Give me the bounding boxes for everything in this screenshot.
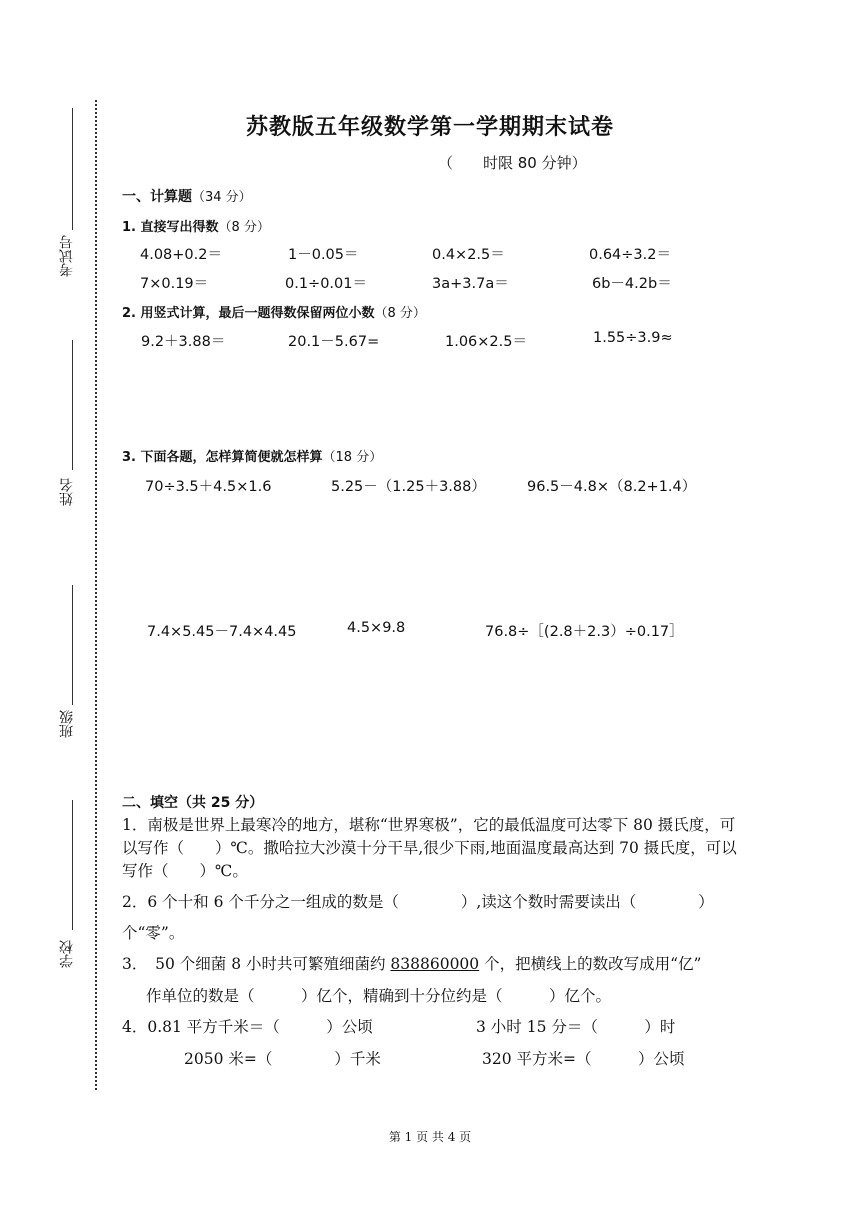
q1-item: 3a+3.7a＝	[432, 276, 509, 292]
side-label-name: 姓名	[59, 478, 75, 506]
time-limit: （ 时限 80 分钟）	[438, 154, 587, 172]
fill-q2: 2．6 个十和 6 个千分之一组成的数是（ ）,读这个数时需要读出（ ）个“零”。	[122, 893, 714, 942]
section1-score: （34 分）	[192, 190, 252, 205]
q2-score: （8 分）	[374, 306, 426, 321]
q3-item: 5.25－（1.25＋3.88）	[331, 479, 486, 495]
section2-heading	[122, 792, 263, 812]
fill-q3-underlined-number: 838860000	[390, 955, 480, 973]
q3-title: 3. 下面各题，怎样算简便就怎样算	[122, 450, 323, 465]
q1-heading	[122, 216, 270, 235]
side-label-class: 班级	[59, 710, 75, 738]
q2-item: 9.2＋3.88＝	[141, 334, 226, 350]
side-label-school: 学校	[59, 940, 75, 968]
school-blank	[72, 800, 73, 930]
fill-q4-d: 320 平方米=（ ）公顷	[482, 1050, 685, 1068]
fill-q4-b: 3 小时 15 分＝（ ）时	[476, 1018, 676, 1036]
side-label-exam-number: 考试号	[59, 235, 75, 277]
q3-item: 70÷3.5＋4.5×1.6	[145, 479, 272, 495]
q3-score: （18 分）	[322, 450, 383, 465]
q1-score: （8 分）	[218, 220, 270, 235]
q1-item: 4.08+0.2＝	[140, 247, 222, 263]
fill-q3-line2: 作单位的数是（ ）亿个，精确到十分位约是（ ）亿个。	[146, 987, 612, 1005]
section2-title: 二、填空	[122, 795, 178, 811]
q2-heading	[122, 302, 426, 321]
page-footer: 第 1 页 共 4 页	[388, 1130, 472, 1144]
q3-heading	[122, 446, 382, 465]
fill-q4-a: 4．0.81 平方千米＝（ ）公顷	[122, 1018, 373, 1036]
q2-item: 1.55÷3.9≈	[593, 330, 673, 346]
fill-q1: 1．南极是世界上最寒冷的地方，堪称“世界寒极”，它的最低温度可达零下 80 摄氏度，可以写作（ ）℃。撒哈拉大沙漠十分干旱,很少下雨,地面温度最高达到 70 摄氏度，可以写作（ ）℃。	[122, 816, 737, 880]
q2-item: 1.06×2.5＝	[445, 334, 527, 350]
fill-q3-line1	[122, 953, 746, 976]
name-blank	[72, 340, 73, 470]
fill-q4-c: 2050 米=（ ）千米	[184, 1050, 381, 1068]
q1-item: 6b－4.2b＝	[592, 276, 672, 292]
section1-heading	[122, 186, 252, 206]
q1-item: 7×0.19＝	[140, 276, 209, 292]
q3-item: 96.5－4.8×（8.2+1.4）	[527, 479, 697, 495]
q1-item: 1－0.05＝	[288, 247, 359, 263]
section2-score: （共 25 分）	[178, 795, 264, 811]
q3-item: 7.4×5.45－7.4×4.45	[147, 624, 297, 640]
fill-q3-post: 个，把横线上的数改写成用“亿”	[479, 955, 702, 973]
q1-title: 1. 直接写出得数	[122, 220, 219, 235]
q2-item: 20.1－5.67=	[288, 334, 380, 350]
binding-dotted-line	[95, 100, 97, 1090]
class-blank	[72, 585, 73, 705]
section1-title: 一、计算题	[122, 189, 192, 205]
q1-item: 0.64÷3.2＝	[589, 247, 671, 263]
fill-q3-pre: 3． 50 个细菌 8 小时共可繁殖细菌约	[122, 955, 391, 973]
page-title: 苏教版五年级数学第一学期期末试卷	[245, 114, 614, 140]
q3-item: 4.5×9.8	[347, 620, 406, 636]
q1-item: 0.4×2.5＝	[432, 247, 505, 263]
q2-title: 2. 用竖式计算，最后一题得数保留两位小数	[122, 306, 375, 321]
q3-item: 76.8÷［(2.8＋2.3）÷0.17］	[485, 624, 684, 640]
q1-item: 0.1÷0.01＝	[285, 276, 367, 292]
